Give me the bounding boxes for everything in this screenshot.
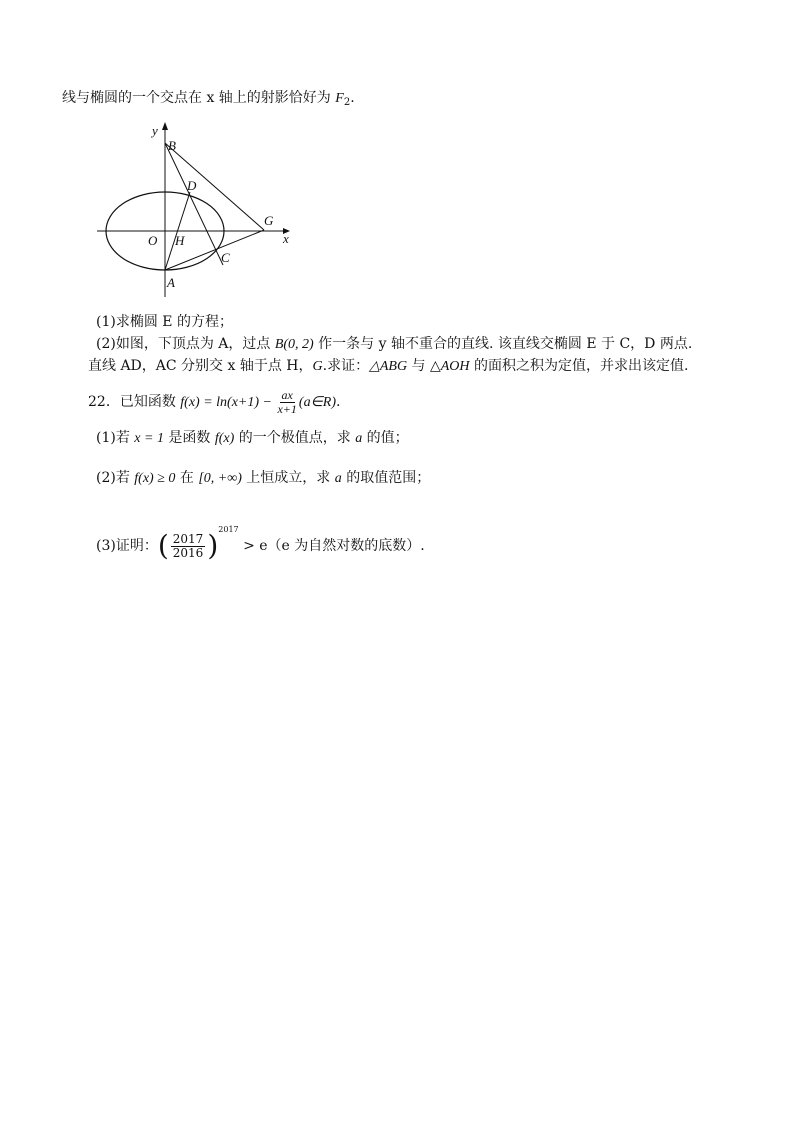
- label-d: D: [187, 178, 197, 193]
- label-b: B: [168, 138, 176, 153]
- q21-part2-text-e: 与 △: [407, 358, 441, 374]
- q22-part2: [96, 468, 430, 489]
- q22-part3: [96, 510, 425, 566]
- q22-part1-text-c: 的一个极值点，求: [234, 430, 356, 446]
- q22-part2-text-a: (2)若: [96, 470, 135, 486]
- q22-part3-text-b: > e（e 为自然对数的底数）.: [238, 538, 425, 554]
- q22-number: 22．: [88, 394, 120, 410]
- q22-part1: [96, 428, 409, 449]
- left-paren: (: [157, 529, 169, 562]
- q22-part1-text-d: 的值；: [362, 430, 409, 446]
- continuation-text: 线与椭圆的一个交点在 x 轴上的射影恰好为: [62, 90, 336, 106]
- q21-part2-text-c: 直线 AD，AC 分别交 x 轴于点 H，: [88, 358, 313, 374]
- label-c: C: [221, 250, 230, 265]
- function-fraction: [277, 389, 296, 416]
- q22-part2-variable: a: [334, 471, 342, 486]
- q22-header: [88, 386, 340, 419]
- line-bc: [165, 143, 223, 265]
- q21-part1-text: (1)求椭圆 E 的方程；: [96, 314, 233, 330]
- q22-part1-text-b: 是函数: [163, 430, 215, 446]
- fraction-numerator: ax: [281, 387, 293, 402]
- right-paren: ): [207, 529, 219, 562]
- q22-part1-text-a: (1)若: [96, 430, 135, 446]
- q21-part1: [96, 312, 233, 332]
- label-o: O: [148, 233, 158, 248]
- q21-part2-text-f: 的面积之积为定值，并求出该定值.: [469, 358, 689, 374]
- label-a: A: [167, 275, 175, 290]
- q21-part2-text-b: 作一条与 y 轴不重合的直线. 该直线交椭圆 E 于 C，D 两点.: [313, 336, 693, 352]
- q22-part1-function: f(x): [214, 431, 235, 446]
- point-g: G: [312, 359, 323, 374]
- triangle-abg: △ABG: [369, 359, 408, 374]
- q22-intro: 已知函数: [119, 394, 181, 410]
- fraction-denominator: x+1: [277, 401, 297, 416]
- power-denominator: 2016: [172, 545, 204, 560]
- function-lhs: f(x) = ln(x+1) −: [180, 395, 276, 410]
- q21-part2-line1: [96, 334, 692, 355]
- q22-part1-condition: x = 1: [134, 431, 164, 446]
- q21-part2-text-d: .求证：: [322, 358, 370, 374]
- line-bg: [165, 143, 264, 230]
- label-g: G: [264, 213, 274, 228]
- y-axis-arrow: [162, 122, 168, 130]
- label-y: y: [152, 123, 158, 138]
- triangle-aoh: AOH: [440, 359, 470, 374]
- function-domain: (a∈R): [298, 395, 336, 410]
- point-b: B(0, 2): [274, 337, 314, 352]
- focus-sub: 2: [343, 97, 351, 108]
- q22-end: .: [336, 394, 341, 410]
- q22-part2-condition: f(x) ≥ 0: [134, 471, 176, 486]
- q21-part2-line2: [88, 356, 688, 377]
- q22-part1-variable: a: [355, 431, 363, 446]
- q22-part2-text-b: 在: [175, 470, 199, 486]
- power-exponent: 2017: [218, 525, 239, 534]
- power-fraction: [171, 533, 206, 560]
- q21-part2-text-a: (2)如图，下顶点为 A，过点: [96, 336, 275, 352]
- power-numerator: 2017: [172, 531, 204, 546]
- q22-part3-text-a: (3)证明：: [96, 538, 158, 554]
- label-x: x: [283, 231, 289, 246]
- q22-part2-text-d: 的取值范围；: [341, 470, 431, 486]
- focus-var: F: [335, 91, 344, 106]
- continuation-end: .: [350, 90, 355, 106]
- q22-part2-text-c: 上恒成立，求: [241, 470, 335, 486]
- q22-part2-interval: [0, +∞): [198, 471, 242, 486]
- label-h: H: [175, 233, 185, 248]
